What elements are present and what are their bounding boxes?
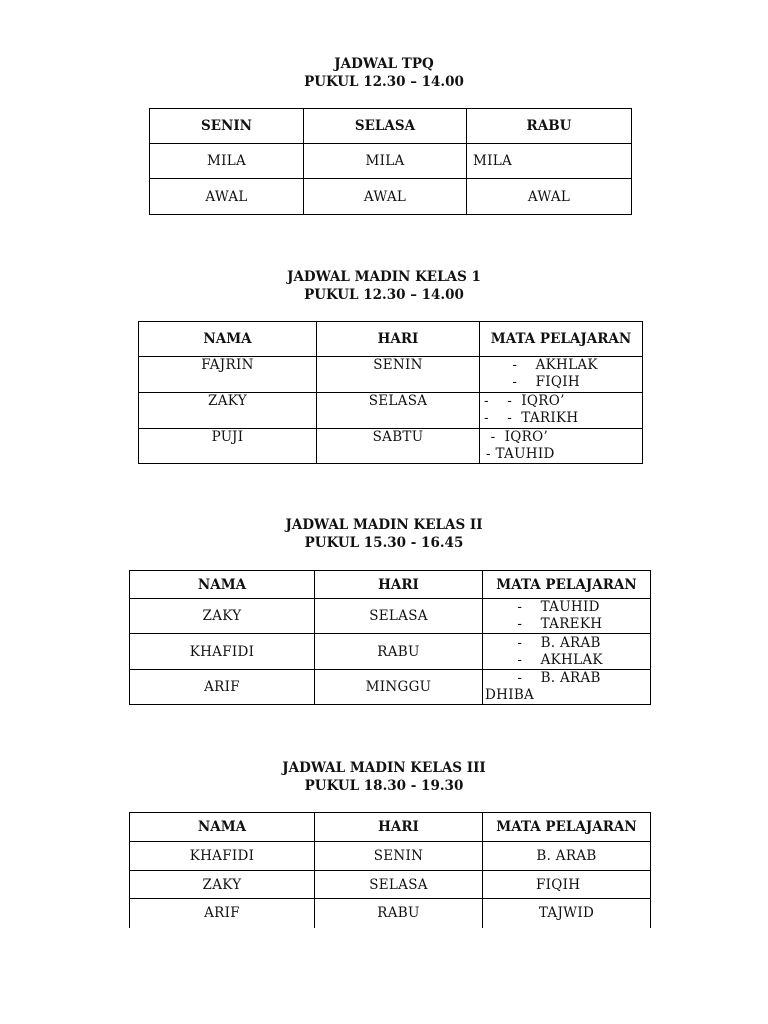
mapel-item: - TAUHID [486, 446, 555, 462]
table-row [130, 670, 651, 705]
tpq-heading [0, 55, 768, 91]
hari-cell: SABTU [317, 429, 480, 464]
table-header-row [130, 813, 651, 842]
table-row [139, 393, 643, 429]
header-senin: SENIN [150, 109, 304, 144]
mapel-item: - - IQRO’ [484, 393, 565, 409]
nama-cell: ARIF [130, 670, 315, 705]
table-cell: MILA [150, 144, 304, 179]
table-row [139, 357, 643, 393]
header-mata-pelajaran: MATA PELAJARAN [483, 813, 651, 842]
mapel-item: DHIBA [485, 687, 535, 703]
kelas1-time: PUKUL 12.30 – 14.00 [304, 287, 464, 303]
hari-cell: SELASA [315, 871, 483, 899]
kelas3-heading [0, 759, 768, 795]
table-header-row [130, 571, 651, 599]
mapel-item: - B. ARAB [499, 634, 601, 651]
hari-cell: SELASA [315, 599, 483, 634]
tpq-table [149, 108, 632, 215]
table-header-row [139, 322, 643, 357]
mapel-item: - AKHLAK [499, 651, 603, 668]
kelas1-heading [0, 268, 768, 304]
hari-cell: MINGGU [315, 670, 483, 705]
mapel-item: - AKHLAK [494, 357, 598, 373]
nama-cell: ZAKY [130, 871, 315, 899]
nama-cell: KHAFIDI [130, 634, 315, 670]
kelas3-time: PUKUL 18.30 - 19.30 [304, 778, 464, 794]
header-nama: NAMA [130, 571, 315, 599]
kelas2-table [129, 570, 651, 705]
mapel-cell [483, 670, 651, 705]
header-nama: NAMA [130, 813, 315, 842]
hari-cell: RABU [315, 899, 483, 928]
mapel-cell [480, 393, 643, 429]
mapel-item: - - TARIKH [484, 410, 579, 426]
table-cell: MILA [467, 144, 632, 179]
nama-cell: PUJI [139, 429, 317, 464]
mapel-item: - FIQIH [494, 374, 580, 390]
table-cell: AWAL [150, 179, 304, 215]
mapel-cell: FIQIH [483, 871, 651, 899]
mapel-item: - TAUHID [499, 599, 600, 615]
table-row [130, 842, 651, 871]
hari-cell: SENIN [315, 842, 483, 871]
header-selasa: SELASA [304, 109, 467, 144]
mapel-cell: B. ARAB [483, 842, 651, 871]
table-header-row [150, 109, 632, 144]
hari-cell: SENIN [317, 357, 480, 393]
kelas3-title: JADWAL MADIN KELAS III [282, 760, 486, 776]
header-hari: HARI [315, 813, 483, 842]
table-row [150, 179, 632, 215]
header-hari: HARI [315, 571, 483, 599]
kelas2-time: PUKUL 15.30 - 16.45 [304, 535, 464, 551]
header-mata-pelajaran: MATA PELAJARAN [480, 322, 643, 357]
header-rabu: RABU [467, 109, 632, 144]
hari-cell: SELASA [317, 393, 480, 429]
mapel-item: - IQRO’ [486, 429, 549, 445]
mapel-cell [483, 599, 651, 634]
nama-cell: KHAFIDI [130, 842, 315, 871]
table-row [130, 899, 651, 928]
table-row [150, 144, 632, 179]
mapel-item: - B. ARAB [499, 670, 601, 686]
mapel-item: - TAREKH [499, 616, 603, 632]
nama-cell: FAJRIN [139, 357, 317, 393]
table-row [130, 634, 651, 670]
table-row [130, 599, 651, 634]
mapel-cell: TAJWID [483, 899, 651, 928]
nama-cell: ZAKY [130, 599, 315, 634]
table-row [130, 871, 651, 899]
header-nama: NAMA [139, 322, 317, 357]
kelas2-title: JADWAL MADIN KELAS II [285, 517, 483, 533]
kelas3-table [129, 812, 651, 928]
kelas1-title: JADWAL MADIN KELAS 1 [287, 269, 481, 285]
kelas1-table [138, 321, 643, 464]
header-hari: HARI [317, 322, 480, 357]
mapel-cell [480, 429, 643, 464]
table-cell: AWAL [467, 179, 632, 215]
tpq-title: JADWAL TPQ [334, 56, 434, 72]
header-mata-pelajaran: MATA PELAJARAN [483, 571, 651, 599]
nama-cell: ZAKY [139, 393, 317, 429]
table-cell: MILA [304, 144, 467, 179]
table-cell: AWAL [304, 179, 467, 215]
kelas2-heading [0, 516, 768, 552]
mapel-cell [483, 634, 651, 670]
table-row [139, 429, 643, 464]
hari-cell: RABU [315, 634, 483, 670]
nama-cell: ARIF [130, 899, 315, 928]
tpq-time: PUKUL 12.30 – 14.00 [304, 74, 464, 90]
mapel-cell [480, 357, 643, 393]
